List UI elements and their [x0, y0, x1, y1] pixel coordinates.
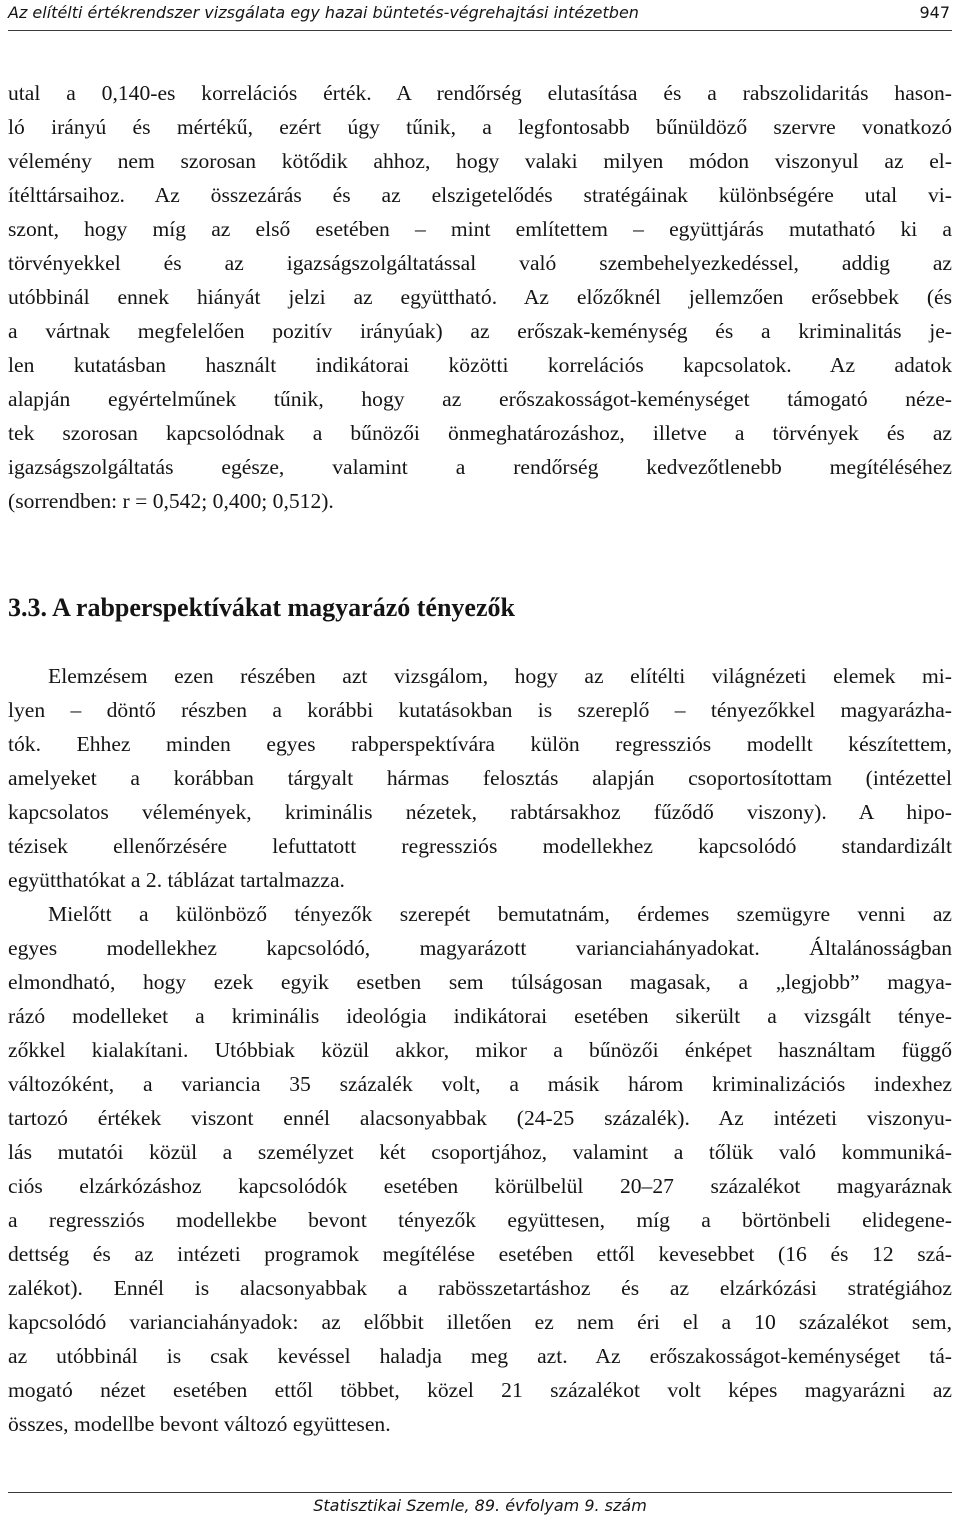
text-line: vélemény nem szorosan kötődik ahhoz, hogy valaki milyen módon viszonyul az el- — [8, 149, 952, 173]
text-line: mogató nézet esetében ettől többet, közel 21 százalékot volt képes magyarázni az — [8, 1378, 952, 1402]
running-title: Az elítélti értékrendszer vizsgálata egy hazai büntetés-végrehajtási intézetben — [8, 3, 639, 22]
text-line: utal a 0,140-es korrelációs érték. A rendőrség elutasítása és a rabszolidaritás hason- — [8, 81, 952, 105]
text-line: ló irányú és mértékű, ezért úgy tűnik, a legfontosabb bűnüldöző szervre vonatkozó — [8, 115, 952, 139]
text-line: len kutatásban használt indikátorai közötti korrelációs kapcsolatok. Az adatok — [8, 353, 952, 377]
text-line: lás mutatói közül a személyzet két csoportjához, valamint a tőlük való kommuniká- — [8, 1140, 952, 1164]
text-line: egyes modellekhez kapcsolódó, magyarázott varianciahányadokat. Általánosságban — [8, 936, 952, 960]
text-line: a vártnak megfelelően pozitív irányúak) az erőszak-keménység és a kriminalitás je- — [8, 319, 952, 343]
text-line: rázó modelleket a kriminális ideológia indikátorai esetében sikerült a vizsgált ténye- — [8, 1004, 952, 1028]
text-line: zőkkel kialakítani. Utóbbiak közül akkor, mikor a bűnözői énképet használtam függő — [8, 1038, 952, 1062]
page-number: 947 — [919, 3, 950, 22]
text-line: tek szorosan kapcsolódnak a bűnözői önmeghatározáshoz, illetve a törvények és az — [8, 421, 952, 445]
text-line: amelyeket a korábban tárgyalt hármas felosztás alapján csoportosítottam (intézettel — [8, 766, 952, 790]
text-line: változóként, a variancia 35 százalék volt, a másik három kriminalizációs indexhez — [8, 1072, 952, 1096]
text-line: utóbbinál ennek hiányát jelzi az együttható. Az előzőknél jellemzően erősebbek (és — [8, 285, 952, 309]
text-line: (sorrendben: r = 0,542; 0,400; 0,512). — [8, 489, 334, 513]
text-line: a regressziós modellekbe bevont tényezők együttesen, míg a börtönbeli elidegene- — [8, 1208, 952, 1232]
text-line: Mielőtt a különböző tényezők szerepét bemutatnám, érdemes szemügyre venni az — [48, 902, 952, 926]
text-line: kapcsolódó varianciahányadok: az előbbit illetően ez nem éri el a 10 százalékot sem, — [8, 1310, 952, 1334]
text-line: törvényekkel és az igazságszolgáltatással való szembehelyezkedéssel, addig az — [8, 251, 952, 275]
text-line: lyen – döntő részben a korábbi kutatásokban is szereplő – tényezőkkel magyarázha- — [8, 698, 952, 722]
text-line: tartozó értékek viszont ennél alacsonyabbak (24-25 százalék). Az intézeti viszonyu- — [8, 1106, 952, 1130]
text-line: tézisek ellenőrzésére lefuttatott regressziós modellekhez kapcsolódó standardizált — [8, 834, 952, 858]
text-line: összes, modellbe bevont változó együttesen. — [8, 1412, 391, 1436]
text-line: igazságszolgáltatás egésze, valamint a rendőrség kedvezőtlenebb megítéléséhez — [8, 455, 952, 479]
section-heading: 3.3. A rabperspektívákat magyarázó tényezők — [8, 593, 515, 622]
text-line: elmondható, hogy ezek egyik esetben sem túlságosan magasak, a „legjobb” magya- — [8, 970, 952, 994]
footer-divider — [8, 1492, 952, 1493]
text-line: tók. Ehhez minden egyes rabperspektívára külön regressziós modellt készítettem, — [8, 732, 952, 756]
running-header — [8, 0, 952, 31]
text-line: Elemzésem ezen részében azt vizsgálom, hogy az elítélti világnézeti elemek mi- — [48, 664, 952, 688]
text-line: ítélttársaihoz. Az összezárás és az elszigetelődés stratégáinak különbségére utal vi- — [8, 183, 952, 207]
text-line: ciós elzárkózáshoz kapcsolódók esetében körülbelül 20–27 százalékot magyaráznak — [8, 1174, 952, 1198]
running-footer: Statisztikai Szemle, 89. évfolyam 9. szám — [313, 1496, 647, 1515]
text-line: együtthatókat a 2. táblázat tartalmazza. — [8, 868, 345, 892]
text-line: dettség és az intézeti programok megítélése esetében ettől kevesebbet (16 és 12 szá- — [8, 1242, 952, 1266]
text-line: szont, hogy míg az első esetében – mint említettem – együttjárás mutatható ki a — [8, 217, 952, 241]
text-line: az utóbbinál is csak kevéssel haladja meg azt. Az erőszakosságot-keménységet tá- — [8, 1344, 952, 1368]
text-line: zalékot). Ennél is alacsonyabbak a rabösszetartáshoz és az elzárkózási stratégiához — [8, 1276, 952, 1300]
text-line: kapcsolatos vélemények, kriminális nézetek, rabtársakhoz fűződő viszony). A hipo- — [8, 800, 952, 824]
text-line: alapján egyértelműnek tűnik, hogy az erőszakosságot-keménységet támogató néze- — [8, 387, 952, 411]
